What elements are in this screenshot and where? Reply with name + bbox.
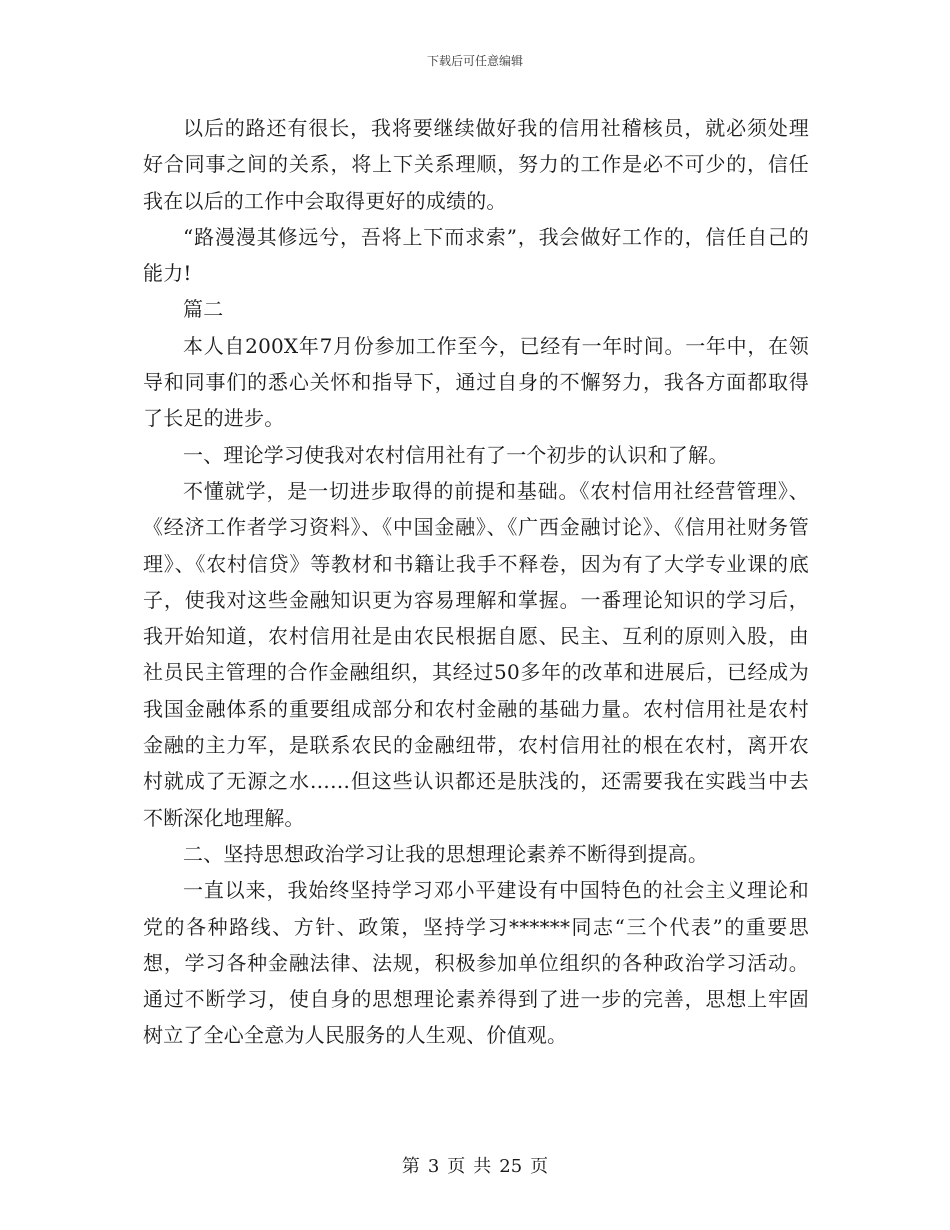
section-heading-2: 二、坚持思想政治学习让我的思想理论素养不断得到提高。 <box>183 841 709 866</box>
footer-page-word: 页 <box>447 1156 466 1177</box>
page-header-note: 下载后可任意编辑 <box>426 54 523 68</box>
section-title-part-two: 篇二 <box>183 297 224 322</box>
footer-suffix: 页 <box>530 1156 549 1177</box>
total-pages-number: 25 <box>499 1156 523 1177</box>
document-body <box>143 110 809 1054</box>
current-page-number: 3 <box>427 1156 440 1177</box>
footer-total-word: 共 <box>473 1156 492 1177</box>
paragraph-2: “路漫漫其修远兮，吾将上下而求索”，我会做好工作的，信任自己的能力! <box>143 224 809 286</box>
paragraph-4: 不懂就学，是一切进步取得的前提和基础。《农村信用社经营管理》、《经济工作者学习资料》、《中国金融》、《广西金融讨论》、《信用社财务管理》、《农村信贷》等教材和书籍让我手不释卷，因为有了大学专业课的底子，使我对这些金融知识更为容易理解和掌握。一番理论知识的学习后，我开始知道，农村信用社是由农民根据自愿、民主、互利的原则入股，由社员民主管理的合作金融组织，其经过50多年的改革和进展后，已经成为我国金融体系的重要组成部分和农村金融的基础力量。农村信用社是农村金融的主力军，是联系农民的金融纽带，农村信用社的根在农村，离开农村就成了无源之水……但这些认识都还是肤浅的，还需要我在实践当中去不断深化地理解。 <box>143 478 809 830</box>
paragraph-1: 以后的路还有很长，我将要继续做好我的信用社稽核员，就必须处理好合同事之间的关系，将上下关系理顺，努力的工作是必不可少的，信任我在以后的工作中会取得更好的成绩的。 <box>143 116 809 213</box>
paragraph-5: 一直以来，我始终坚持学习邓小平建设有中国特色的社会主义理论和党的各种路线、方针、政策，坚持学习******同志“三个代表”的重要思想，学习各种金融法律、法规，积极参加单位组织的各种政治学习活动。通过不断学习，使自身的思想理论素养得到了进一步的完善，思想上牢固树立了全心全意为人民服务的人生观、价值观。 <box>143 878 809 1048</box>
page-footer <box>0 1152 950 1178</box>
footer-prefix: 第 <box>401 1156 420 1177</box>
paragraph-3: 本人自200X年7月份参加工作至今，已经有一年时间。一年中，在领导和同事们的悉心关怀和指导下，通过自身的不懈努力，我各方面都取得了长足的进步。 <box>143 333 809 431</box>
section-heading-1: 一、理论学习使我对农村信用社有了一个初步的认识和了解。 <box>183 442 729 467</box>
